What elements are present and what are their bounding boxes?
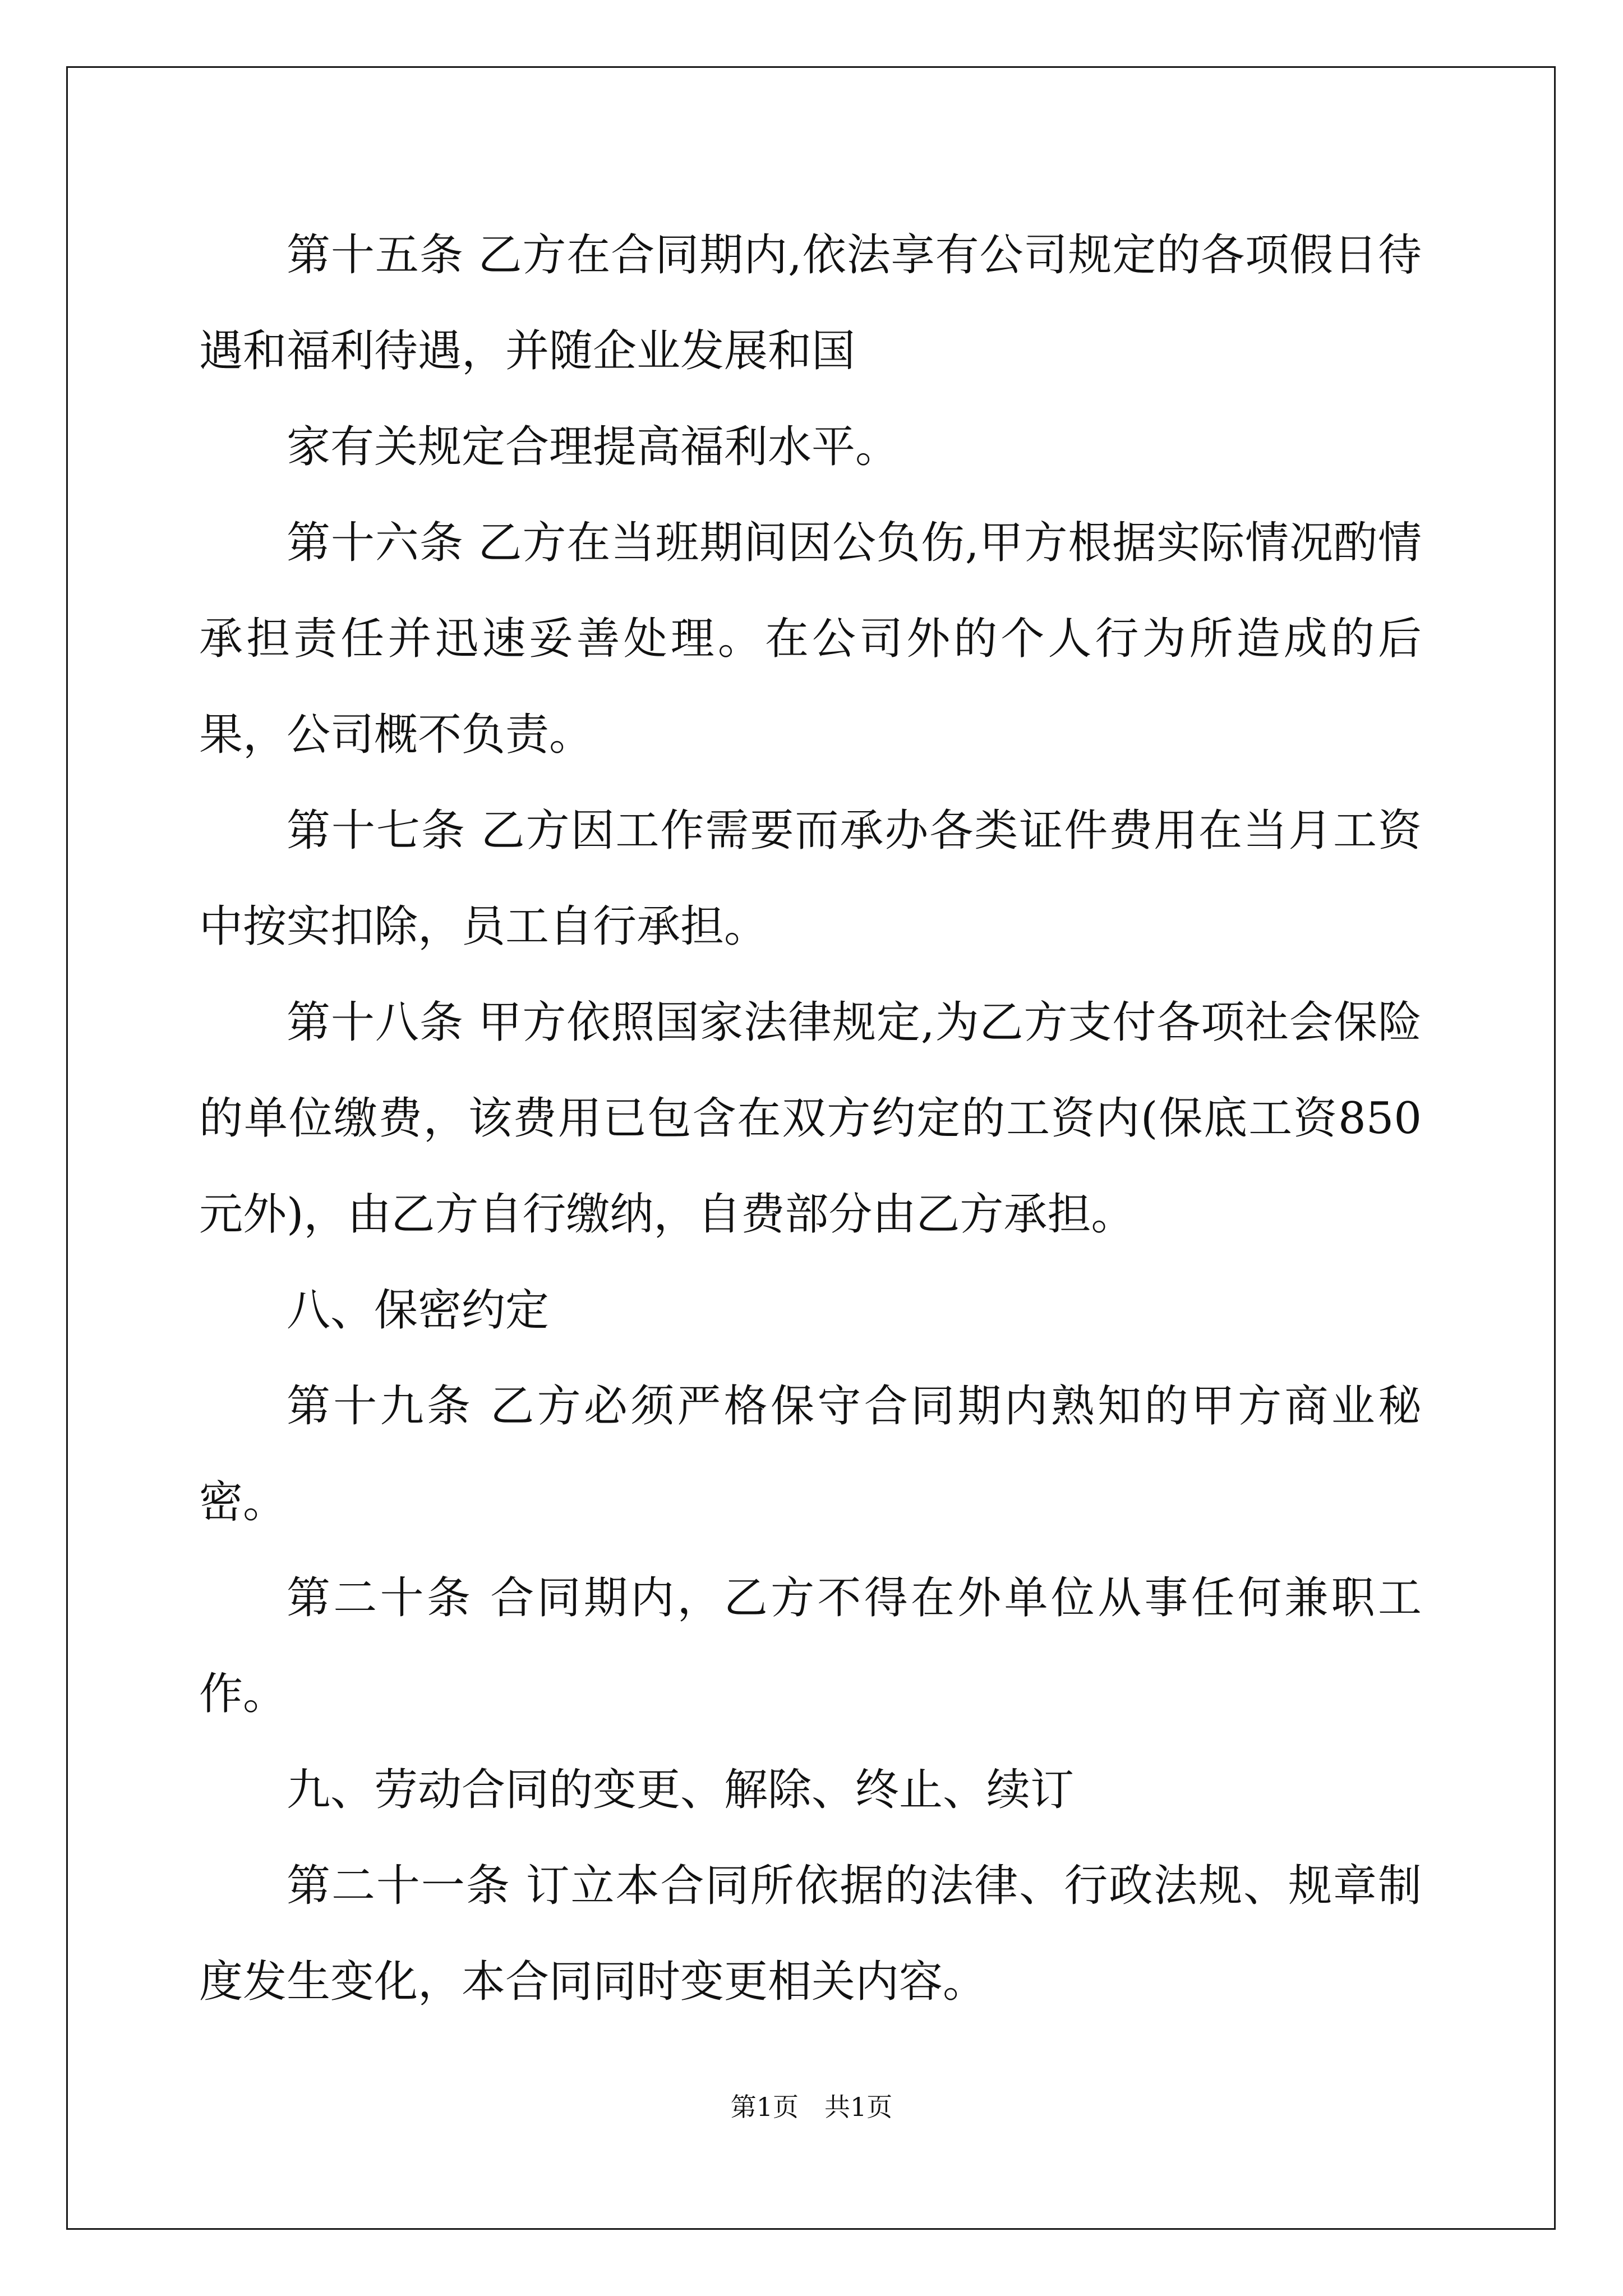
section-heading-confidentiality: 八、保密约定: [287, 1285, 550, 1336]
document-body: [199, 208, 1422, 2030]
paragraph-article-19: 第十九条 乙方必须严格保守合同期内熟知的甲方商业秘密。: [199, 1381, 1422, 1527]
paragraph-article-18: 第十八条 甲方依照国家法律规定,为乙方支付各项社会保险的单位缴费，该费用已包含在双方约定的工资内(保底工资850元外)，由乙方自行缴纳，自费部分由乙方承担。: [199, 997, 1422, 1240]
section-heading-contract-changes: 九、劳动合同的变更、解除、终止、续订: [287, 1765, 1075, 1815]
paragraph-article-15-continued: 家有关规定合理提高福利水平。: [287, 422, 900, 472]
paragraph-article-16: 第十六条 乙方在当班期间因公负伤,甲方根据实际情况酌情承担责任并迅速妥善处理。在公司外的个人行为所造成的后果，公司概不负责。: [199, 518, 1422, 760]
page-number-footer: 第1页 共1页: [730, 2092, 893, 2122]
paragraph-article-17: 第十七条 乙方因工作需要而承办各类证件费用在当月工资中按实扣除，员工自行承担。: [199, 806, 1422, 952]
paragraph-article-15: 第十五条 乙方在合同期内,依法享有公司规定的各项假日待遇和福利待遇，并随企业发展和国: [199, 230, 1422, 376]
paragraph-article-20: 第二十条 合同期内，乙方不得在外单位从事任何兼职工作。: [199, 1573, 1422, 1719]
paragraph-article-21: 第二十一条 订立本合同所依据的法律、行政法规、规章制度发生变化，本合同同时变更相关内容。: [199, 1861, 1422, 2007]
